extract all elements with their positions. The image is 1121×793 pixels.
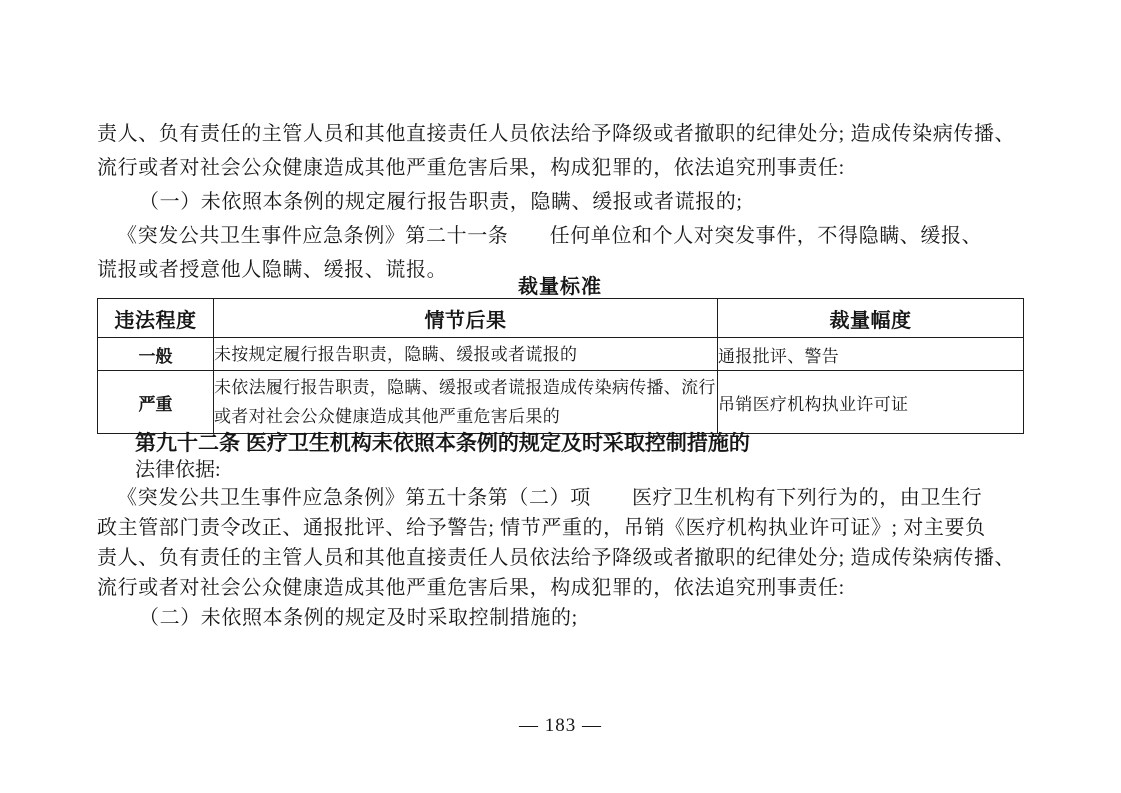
body-text-line: 流行或者对社会公众健康造成其他严重危害后果，构成犯罪的，依法追究刑事责任: — [97, 157, 845, 179]
lower-paragraph-block — [97, 483, 1023, 633]
discretion-standard-title: 裁量标准 — [518, 276, 602, 298]
body-text-line: 流行或者对社会公众健康造成其他严重危害后果，构成犯罪的，依法追究刑事责任: — [97, 577, 845, 599]
body-text-line: 《突发公共卫生事件应急条例》第二十一条 任何单位和个人对突发事件，不得隐瞒、缓报、 — [117, 225, 983, 247]
legal-basis-label: 法律依据: — [135, 459, 221, 481]
page-number: — 183 — — [519, 715, 602, 736]
body-text-line: 责人、负有责任的主管人员和其他直接责任人员依法给予降级或者撤职的纪律处分; 造成传染病传播、 — [97, 547, 1016, 569]
column-header-range: 裁量幅度 — [718, 299, 1024, 338]
body-text-line: 谎报或者授意他人隐瞒、缓报、谎报。 — [97, 259, 448, 281]
table-row — [98, 338, 1024, 371]
violation-degree-cell: 严重 — [98, 371, 214, 434]
table-row — [98, 371, 1024, 434]
body-text-line: 《突发公共卫生事件应急条例》第五十条第（二）项 医疗卫生机构有下列行为的，由卫生行 — [117, 487, 983, 509]
body-text-line: （一）未依照本条例的规定履行报告职责，隐瞒、缓报或者谎报的; — [139, 191, 743, 213]
column-header-violation-degree: 违法程度 — [98, 299, 214, 338]
upper-paragraph-block — [97, 117, 1023, 287]
range-cell: 通报批评、警告 — [718, 338, 1024, 371]
discretion-table — [97, 298, 1024, 434]
range-cell: 吊销医疗机构执业许可证 — [718, 371, 1024, 434]
consequence-cell: 未按规定履行报告职责，隐瞒、缓报或者谎报的 — [214, 338, 718, 371]
violation-degree-cell: 一般 — [98, 338, 214, 371]
body-text-line: 政主管部门责令改正、通报批评、给予警告; 情节严重的，吊销《医疗机构执业许可证》; 对主要负 — [97, 517, 986, 539]
article-heading: 第九十二条 医疗卫生机构未依照本条例的规定及时采取控制措施的 — [135, 432, 750, 455]
consequence-cell: 未依法履行报告职责，隐瞒、缓报或者谎报造成传染病传播、流行或者对社会公众健康造成其他严重危害后果的 — [214, 371, 718, 434]
body-text-line: 责人、负有责任的主管人员和其他直接责任人员依法给予降级或者撤职的纪律处分; 造成传染病传播、 — [97, 123, 1016, 145]
column-header-consequence: 情节后果 — [214, 299, 718, 338]
table-header-row — [98, 299, 1024, 338]
body-text-line: （二）未依照本条例的规定及时采取控制措施的; — [139, 607, 578, 629]
